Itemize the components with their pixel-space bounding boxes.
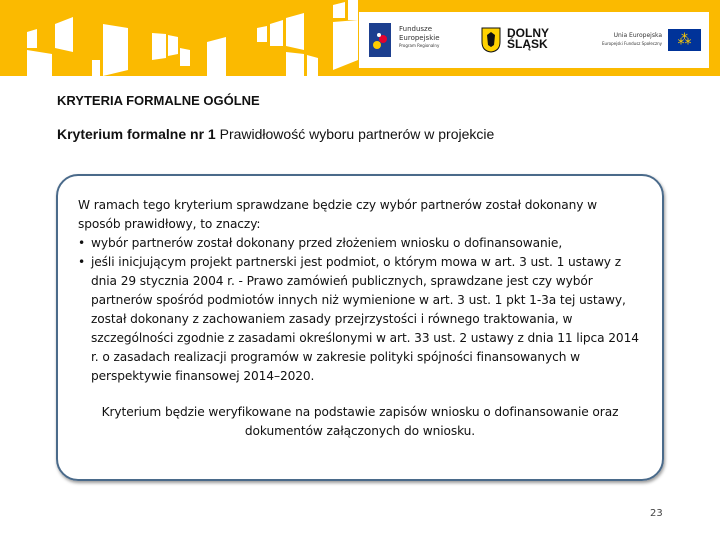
coat-of-arms-icon bbox=[481, 27, 501, 53]
page-number: 23 bbox=[650, 508, 663, 519]
fe-title: Fundusze Europejskie bbox=[399, 25, 440, 42]
criterion-description-box bbox=[56, 174, 664, 481]
ds-name-1: DOLNY bbox=[507, 26, 549, 40]
section-title: KRYTERIA FORMALNE OGÓLNE bbox=[57, 93, 260, 108]
list-item: • wybór partnerów został dokonany przed złożeniem wniosku o dofinansowanie, bbox=[78, 234, 642, 253]
eu-flag-icon: ⁂ bbox=[668, 29, 701, 51]
dolny-slask-logo bbox=[507, 28, 549, 50]
fe-subtitle: Program Regionalny bbox=[399, 43, 440, 48]
ue-subtitle: Europejski Fundusz Społeczny bbox=[602, 41, 662, 46]
decorative-shapes-icon bbox=[0, 0, 360, 76]
list-item: • jeśli inicjującym projekt partnerski jest podmiot, o którym mowa w art. 3 ust. 1 ustawy z dnia 29 stycznia 2004 r. - Prawo zamówień publicznych, sprawdzane jest czy wybór partnerów spośród podmiotów innych niż wymienione w art. 3 ust. 1 pkt 1-3a tej ustawy, został dokonany z zachowaniem zasady przejrzystości i równego traktowania, w szczególności zgodnie z zasadami określonymi w art. 33 ust. 2 ustawy z dnia 11 lipca 2014 r. o zasadach realizacji programów w zakresie polityki spójności finansowanych w perspektywie finansowej 2014–2020. bbox=[78, 253, 642, 386]
fundusze-europejskie-logo bbox=[399, 25, 471, 49]
ds-name-2: ŚLĄSK bbox=[507, 37, 548, 51]
header-banner bbox=[0, 0, 720, 76]
ue-title: Unia Europejska bbox=[613, 32, 662, 39]
criterion-name: Prawidłowość wyboru partnerów w projekcie bbox=[215, 126, 495, 142]
criterion-number: Kryterium formalne nr 1 bbox=[57, 126, 216, 142]
intro-text: W ramach tego kryterium sprawdzane będzie czy wybór partnerów został dokonany w sposób prawidłowy, to znaczy: bbox=[78, 198, 598, 231]
partner-logos bbox=[359, 12, 709, 68]
verification-note: Kryterium będzie weryfikowane na podstawie zapisów wniosku o dofinansowanie oraz dokumentów załączonych do wniosku. bbox=[101, 405, 619, 438]
fe-flag-icon bbox=[367, 23, 393, 57]
eu-logo bbox=[564, 32, 662, 48]
criteria-list bbox=[78, 234, 642, 386]
criterion-title bbox=[57, 126, 494, 142]
